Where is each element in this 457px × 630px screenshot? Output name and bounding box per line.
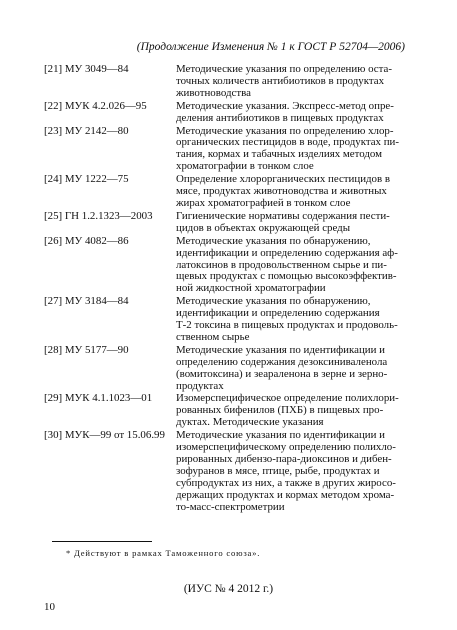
reference-code: [25] ГН 1.2.1323—2003 [44, 209, 153, 222]
footnote: * Действуют в рамках Таможенного союза». [66, 548, 261, 558]
reference-item [44, 236, 406, 296]
page-header: (Продолжение Изменения № 1 к ГОСТ Р 52704—2006) [136, 41, 405, 53]
page-number: 10 [44, 601, 55, 613]
reference-list [44, 64, 406, 515]
reference-item [44, 64, 406, 100]
reference-item [44, 296, 406, 344]
reference-code: [24] МУ 1222—75 [44, 173, 129, 186]
reference-code: [30] МУК—99 от 15.06.99 [44, 429, 165, 442]
reference-code: [22] МУК 4.2.026—95 [44, 99, 147, 112]
reference-text: Определение хлорорганических пестицидов в мясе, продуктах животноводства и животных жирах хроматографией в тонком слое [176, 173, 391, 209]
reference-text: Методические указания по идентификации и изомерспецифическому определению полихло- рированных дибензо-пара-диоксинов и дибен- зофуранов в мясе, птице, рыбе, продуктах и субпродуктах из них, а также в других жиросо- держащих продуктах и кормах методом хрома- то-масс-спектрометрии [176, 429, 396, 513]
reference-text: Методические указания по определению оста- точных количеств антибиотиков в продуктах животноводства [176, 63, 392, 99]
reference-item [44, 345, 406, 393]
reference-code: [23] МУ 2142—80 [44, 124, 129, 137]
reference-code: [29] МУК 4.1.1023—01 [44, 392, 153, 405]
reference-text: Гигиенические нормативы содержания пести- цидов в объектах окружающей среды [176, 209, 390, 234]
reference-code: [28] МУ 5177—90 [44, 343, 129, 356]
reference-text: Методические указания. Экспресс-метод опре- деления антибиотиков в пищевых продуктах [176, 99, 394, 124]
reference-item [44, 393, 406, 429]
reference-code: [21] МУ 3049—84 [44, 63, 129, 75]
reference-item [44, 126, 406, 174]
reference-code: [26] МУ 4082—86 [44, 234, 129, 247]
ius-reference: (ИУС № 4 2012 г.) [183, 583, 274, 595]
reference-item [44, 101, 406, 125]
reference-text: Изомерспецифическое определение полихлори- рованных бифенилов (ПХБ) в пищевых про- дуктах. Методические указания [176, 392, 399, 429]
footnote-divider [52, 541, 152, 542]
reference-item [44, 174, 406, 210]
reference-item [44, 430, 406, 513]
reference-code: [27] МУ 3184—84 [44, 295, 129, 308]
reference-item [44, 211, 406, 235]
reference-text: Методические указания по обнаружению, идентификации и определению содержания аф- латоксинов в продовольственном сырье и пи- щевых продуктах с помощью высокоэффектив- ной жидкостной хроматографии [176, 234, 398, 295]
reference-text: Методические указания по идентификации и определению содержания дезоксиниваленола (вомитоксина) и зеараленона в зерне и зерно- продуктах [176, 343, 388, 392]
reference-text: Методические указания по определению хлор- органических пестицидов в воде, продуктах пи- тания, кормах и табачных изделиях методом хроматографии в тонком слое [176, 124, 400, 173]
reference-text: Методические указания по обнаружению, идентификации и определению содержания Т-2 токсина в пищевых продуктах и продоволь- ственном сырье [176, 295, 398, 343]
